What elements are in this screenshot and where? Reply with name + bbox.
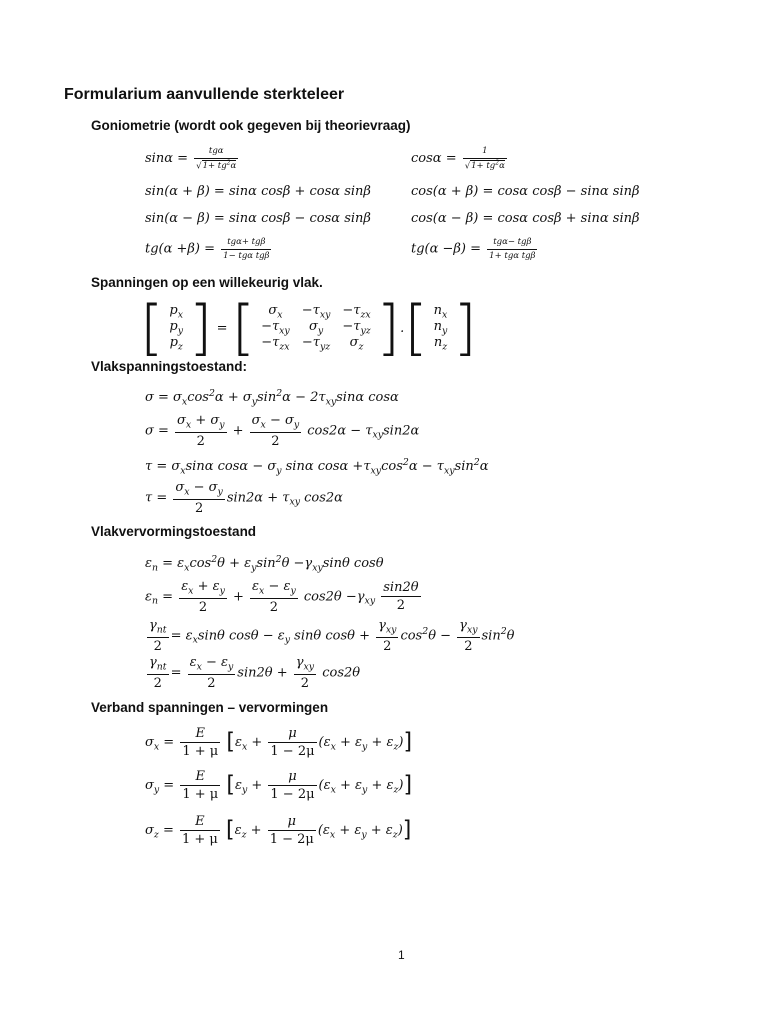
page-title: Formularium aanvullende sterkteleer (64, 86, 345, 103)
formula-epsilon-n-1: $\varepsilon_n = \varepsilon_x\cos^2\theta + \varepsilon_y\sin^2\theta -\gamma_{xy}\sin\theta$ cosθ (145, 554, 384, 574)
page-number: 1 (398, 948, 405, 962)
formula-cos-diff: cos(α − β) = cosα cosβ + sinα sinβ (411, 211, 640, 226)
formula-gamma-nt-1: $\frac{\gamma_{nt}}{2}$ = $\varepsilon_x\sin\theta$ $\cos\theta - \varepsilon_y$ sinθ cosθ + $\frac{\gamma_{xy}}{2}$ $\cos^2\theta$ − $\frac{\gamma_{xy}}{2}$ $\sin^2\theta$ (149, 618, 515, 654)
formula-tg-diff: tg(α −β) = $\frac{\text{tgα− tgβ}}{\text{1+ tgα tgβ}}$ (411, 237, 536, 261)
formula-tau-2: τ = $\frac{\sigma_x - \sigma_y}{2}$ $\sin 2\alpha + \tau_{xy}$ cos2α (145, 480, 343, 516)
formula-tg-sum: tg(α +β) = $\frac{\text{tgα+ tgβ}}{\text{1− tgα tgβ}}$ (145, 237, 270, 261)
formula-cos: cosα = $\frac{1}{√1+ tg^2\alpha}$ (411, 146, 505, 171)
formula-tau-1: $\tau = \sigma_x\sin\alpha$ $\cos\alpha - \sigma_y$ sinα $\cos\alpha +\tau_{xy}\cos^2\alpha - \tau_{xy}\sin^2\alpha$ (145, 457, 489, 477)
formula-sin-sum: sin(α + β) = sinα cosβ + cosα sinβ (145, 184, 371, 199)
section-heading-verband: Verband spanningen – vervormingen (91, 700, 329, 715)
formula-stress-matrix: [ $p_x$ $p_y$ $p_z$ ] = [ $\sigma_x$ $-\tau_{xy}$ $-\tau_{zx}$ $-\tau_{xy}$ $\sigma_y$ $-\tau_{yz}$ $-\tau_{zx}$ $-\tau_{yz}$ $\sigma_z$ ].[ $n_x$ $n_y$ $n_z$ ] (140, 293, 477, 363)
formula-epsilon-n-2: $\varepsilon_n$ = $\frac{\varepsilon_x + \varepsilon_y}{2}$ + $\frac{\varepsilon_x - \varepsilon_y}{2}$ $\cos 2\theta -\gamma_{xy}$ $\frac{\sin 2\theta}{2}$ (145, 579, 419, 615)
formula-gamma-nt-2: $\frac{\gamma_{nt}}{2}$ = $\frac{\varepsilon_x - \varepsilon_y}{2}$ sin2θ + $\frac{\gamma_{xy}}{2}$ cos2θ (149, 655, 361, 691)
formula-sin: sinα = $\frac{\text{tgα}}{√1+ tg^2\alpha}$ (145, 146, 237, 171)
formula-cos-sum: cos(α + β) = cosα cosβ − sinα sinβ (411, 184, 640, 199)
formula-sin-diff: sin(α − β) = sinα cosβ − cosα sinβ (145, 211, 371, 226)
section-heading-goniometrie: Goniometrie (wordt ook gegeven bij theorievraag) (91, 118, 411, 133)
formula-sigma-1: $\sigma = \sigma_x\cos^2\alpha + \sigma_y\sin^2\alpha - 2\tau_{xy}\sin\alpha$ cosα (145, 388, 399, 408)
formula-sigma-2: σ = $\frac{\sigma_x + \sigma_y}{2}$ + $\frac{\sigma_x - \sigma_y}{2}$ $\cos 2\alpha - \tau_{xy}\sin 2\alpha$ (145, 413, 420, 449)
formula-sigma-y-hooke: $\sigma_y$ = $\frac{E}{1 + \mu}$ [$\varepsilon_y$ + $\frac{\mu}{1 - 2\mu}$ $(\varepsilon_x + \varepsilon_y + \varepsilon_z)$] (145, 769, 413, 802)
section-heading-vlakspanning: Vlakspanningstoestand: (91, 359, 248, 374)
section-heading-spanningen: Spanningen op een willekeurig vlak. (91, 275, 323, 290)
formula-sigma-x-hooke: $\sigma_x$ = $\frac{E}{1 + \mu}$ [$\varepsilon_x$ + $\frac{\mu}{1 - 2\mu}$ $(\varepsilon_x + \varepsilon_y + \varepsilon_z)$] (145, 726, 413, 759)
formula-sigma-z-hooke: $\sigma_z$ = $\frac{E}{1 + \mu}$ [$\varepsilon_z$ + $\frac{\mu}{1 - 2\mu}$ $(\varepsilon_x + \varepsilon_y + \varepsilon_z)$] (145, 814, 412, 847)
section-heading-vlakvervorming: Vlakvervormingstoestand (91, 524, 257, 539)
